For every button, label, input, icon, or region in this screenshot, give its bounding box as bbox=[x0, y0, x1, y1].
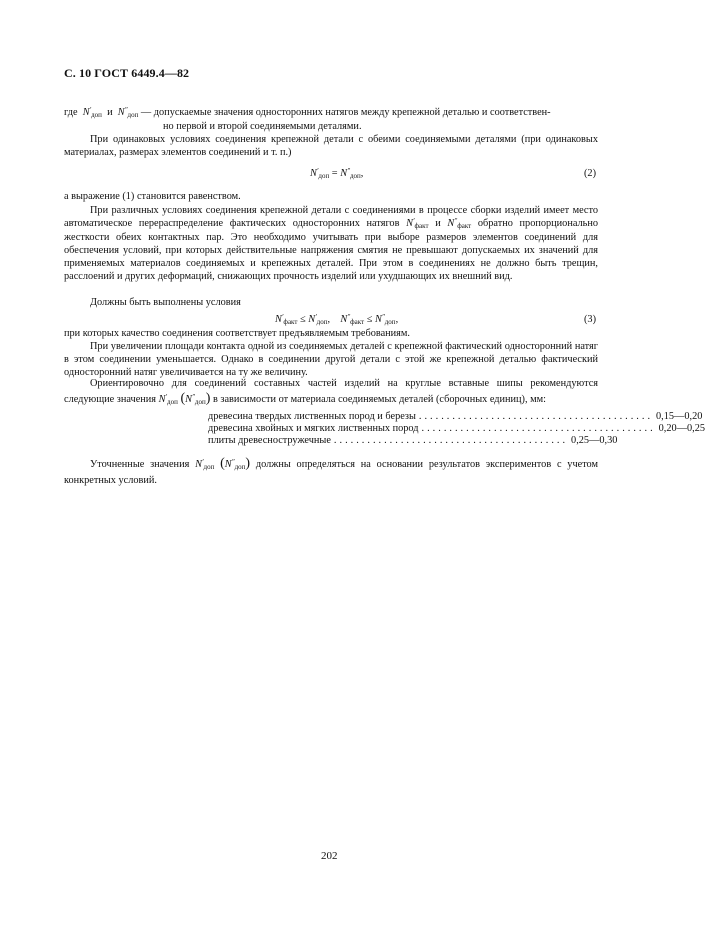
symbol-n-dop-double-prime-2: $N''_{доп}$ bbox=[185, 393, 206, 406]
paragraph-recommended-values: Ориентировочно для соединений составных частей изделий на круглые вставные шипы рекомендуются следующие значения $N'_{доп}$ $(N''_{доп})$ в зависимости от материала соединяемых деталей (сборочных единиц), мм: bbox=[64, 378, 598, 406]
list-item: древесина хвойных и мягких лиственных пород .......................................... 0,20—0,25 bbox=[208, 423, 705, 434]
symbol-n-dop-prime: $N'_{доп}$ bbox=[82, 106, 102, 119]
paragraph-where bbox=[64, 106, 598, 119]
symbol-n-dop-prime-2: $N'_{доп}$ bbox=[158, 393, 178, 406]
list-item: древесина твердых лиственных пород и березы .......................................... 0,15—0,20 bbox=[208, 411, 703, 422]
symbol-n-dop-double-prime-3: $N''_{доп}$ bbox=[224, 458, 246, 471]
symbol-n-dop-prime-3: $N'_{доп}$ bbox=[195, 458, 215, 471]
paragraph-contact-area: При увеличении площади контакта одной из соединяемых деталей с крепежной фактический односторонний натяг в этом соединении уменьшается. Однако в соединении другой детали с этой же крепежной деталью фактический односторонний натяг увеличивается на ту же величину. bbox=[64, 341, 598, 379]
symbol-n-fact-prime: $N'_{факт}$ bbox=[406, 217, 429, 231]
page-number: 202 bbox=[321, 850, 338, 862]
formula-2: $N'_{доп} = N''_{доп}$, bbox=[310, 167, 364, 180]
where-continuation: но первой и второй соединяемыми деталями. bbox=[163, 121, 362, 132]
conjunction: и bbox=[107, 107, 113, 118]
where-text: — допускаемые значения односторонних натягов между крепежной деталью и соответствен- bbox=[140, 107, 551, 118]
where-lead: где bbox=[64, 107, 78, 118]
symbol-n-dop-double-prime: $N''_{доп}$ bbox=[117, 106, 139, 119]
values-list bbox=[208, 411, 705, 447]
page-header: С. 10 ГОСТ 6449.4—82 bbox=[64, 66, 190, 80]
paragraph-equality: а выражение (1) становится равенством. bbox=[64, 191, 241, 202]
paragraph-equal-conditions: При одинаковых условиях соединения крепежной детали с обеими соединяемыми деталями (при одинаковых материалах, размерах элементов соединений и т. п.) bbox=[64, 134, 598, 159]
paragraph-refined-values: Уточненные значения $N'_{доп}$ $(N''_{доп})$ должны определяться на основании результатов экспериментов с учетом конкретных условий. bbox=[64, 456, 599, 486]
equation-number-2: (2) bbox=[584, 168, 597, 179]
formula-3: $N'_{факт} \le N'_{доп}$, $N''_{факт} \le N''_{доп}$, bbox=[275, 313, 399, 326]
list-item: плиты древесностружечные .......................................... 0,25—0,30 bbox=[208, 435, 618, 446]
paragraph-where-cont bbox=[163, 120, 583, 133]
symbol-n-fact-double-prime: $N''_{факт}$ bbox=[447, 217, 472, 231]
equation-number-3: (3) bbox=[584, 314, 597, 325]
paragraph-different-conditions: При различных условиях соединения крепежной детали с соединениями в процессе сборки изделий имеет место автоматическое перераспределение фактических односторонних натягов $N'_{факт}$ и $N''_{факт}$ обратно пропорционально жесткости обеих контактных пар. Это необходимо учитывать при выборе размеров элементов соединений для обеспечения условий, при которых действительные напряжения смятия не превышают допускаемых их значений для применяемых материалов соединяемых и крепежных деталей. При этом в соединениях не должно быть трещин, расслоений и других деформаций, снижающих прочность изделий или ухудшающих их внешний вид. bbox=[64, 205, 598, 283]
paragraph-conditions: Должны быть выполнены условия bbox=[90, 297, 241, 308]
paragraph-quality: при которых качество соединения соответствует предъявляемым требованиям. bbox=[64, 328, 411, 339]
